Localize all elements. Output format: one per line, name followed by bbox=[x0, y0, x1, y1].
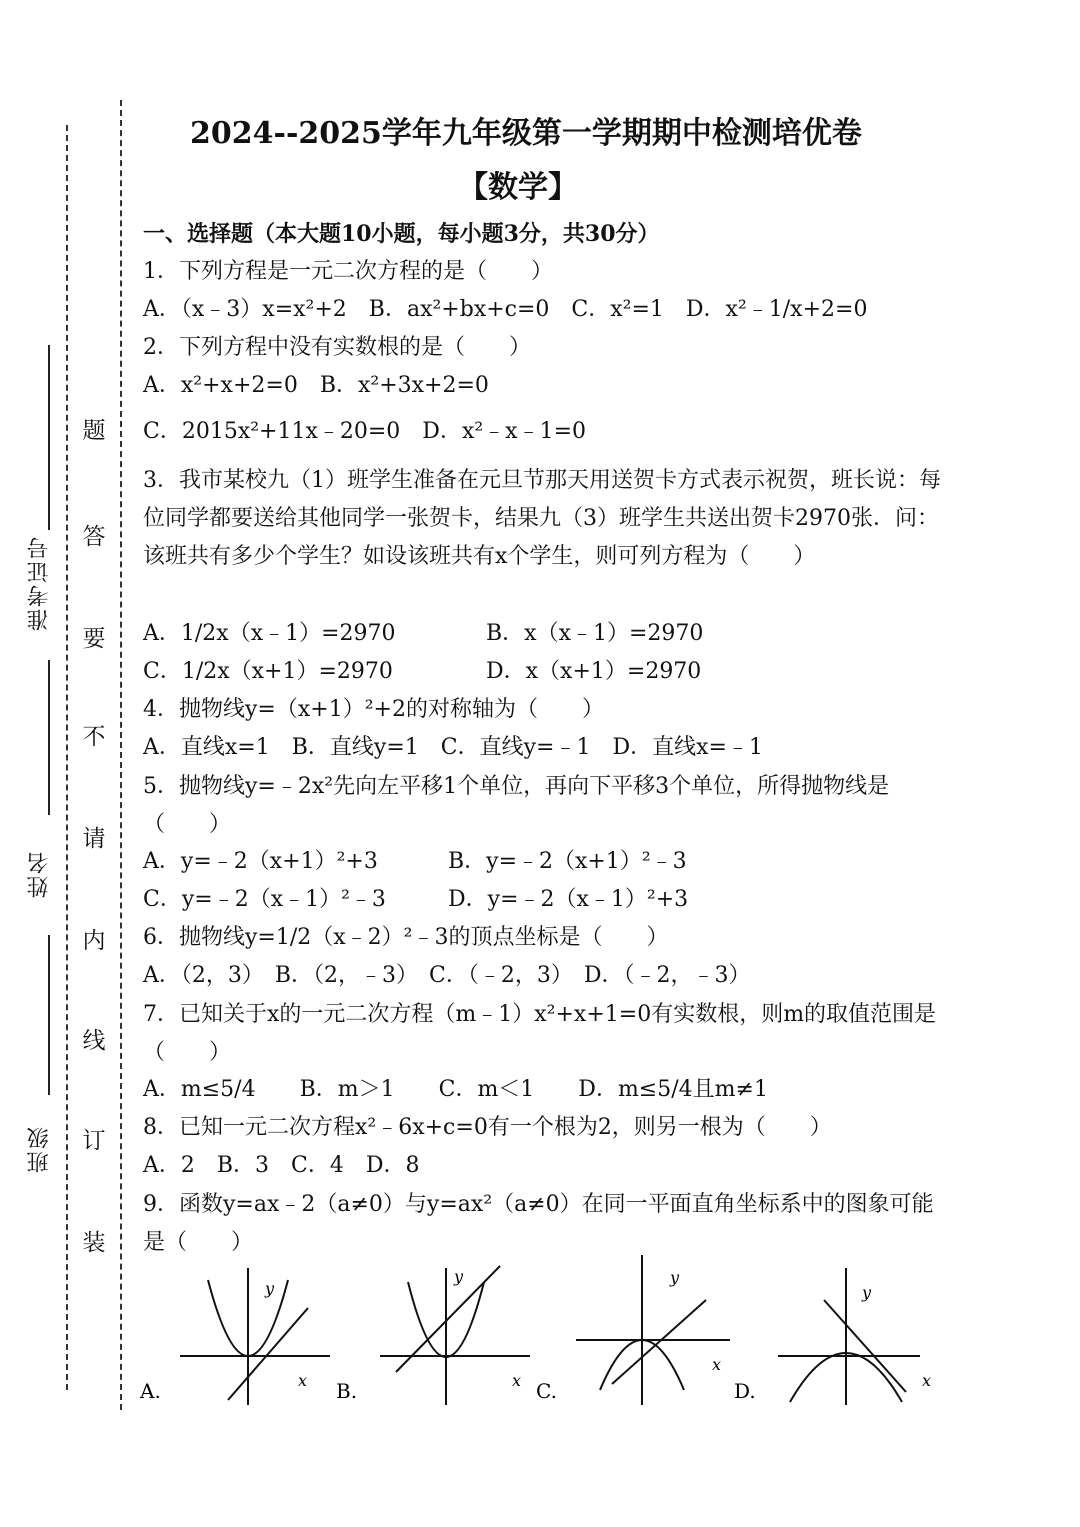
graph-label-d: D. bbox=[734, 1379, 756, 1403]
binding-margin bbox=[0, 0, 130, 1527]
graph-label-b: B. bbox=[336, 1379, 358, 1403]
graph-label-c: C. bbox=[536, 1379, 557, 1403]
seal-char: 答 bbox=[82, 524, 106, 550]
axis-y-label: y bbox=[670, 1268, 680, 1287]
seal-char: 线 bbox=[82, 1028, 106, 1054]
axis-x-label: x bbox=[298, 1371, 308, 1390]
name-blank bbox=[48, 935, 50, 1095]
question-3-option-c: C．1/2x（x+1）=2970 bbox=[143, 659, 393, 684]
question-8-stem: 8．已知一元二次方程x²﹣6x+c=0有一个根为2，则另一根为（ ） bbox=[143, 1115, 832, 1140]
axis-x-label: x bbox=[512, 1371, 522, 1390]
seal-char: 装 bbox=[82, 1230, 106, 1256]
line bbox=[612, 1300, 706, 1384]
graph-d bbox=[778, 1268, 920, 1405]
question-6-options: A．（2，3） B．（2，﹣3） C．（﹣2，3） D．（﹣2，﹣3） bbox=[143, 963, 751, 988]
graph-c bbox=[576, 1255, 730, 1405]
question-4-options: A．直线x=1 B．直线y=1 C．直线y=﹣1 D．直线x=﹣1 bbox=[143, 735, 763, 760]
question-5-option-b: B．y=﹣2（x+1）²﹣3 bbox=[448, 849, 687, 874]
question-9-stem: 9．函数y=ax﹣2（a≠0）与y=ax²（a≠0）在同一平面直角坐标系中的图象可能是（ ） bbox=[143, 1192, 934, 1255]
section-heading: 一、选择题（本大题10小题，每小题3分，共30分） bbox=[143, 221, 660, 247]
question-7-stem: 7．已知关于x的一元二次方程（m﹣1）x²+x+1=0有实数根，则m的取值范围是（ ） bbox=[143, 1002, 937, 1065]
question-2-options-ab: A．x²+x+2=0 B．x²+3x+2=0 bbox=[143, 373, 489, 398]
question-5-option-a: A．y=﹣2（x+1）²+3 bbox=[143, 849, 378, 874]
question-1-stem: 1．下列方程是一元二次方程的是（ ） bbox=[143, 259, 553, 284]
axis-y-label: y bbox=[454, 1267, 464, 1286]
exam-number-blank bbox=[48, 345, 50, 530]
seal-char: 要 bbox=[82, 626, 106, 652]
axis-x-label: x bbox=[712, 1355, 722, 1374]
axis-y-label: y bbox=[265, 1279, 275, 1298]
question-3-option-a: A．1/2x（x﹣1）=2970 bbox=[143, 621, 396, 646]
seal-char: 不 bbox=[82, 724, 106, 750]
question-4-stem: 4．抛物线y=（x+1）²+2的对称轴为（ ） bbox=[143, 697, 604, 722]
question-2-options-cd: C．2015x²+11x﹣20=0 D．x²﹣x﹣1=0 bbox=[143, 419, 587, 444]
axis-x-label: x bbox=[922, 1371, 932, 1390]
question-5-option-d: D．y=﹣2（x﹣1）²+3 bbox=[448, 887, 689, 912]
graph-b bbox=[380, 1266, 530, 1405]
question-3-option-b: B．x（x﹣1）=2970 bbox=[486, 621, 704, 646]
question-1-options: A．（x﹣3）x=x²+2 B．ax²+bx+c=0 C．x²=1 D．x²﹣1/x+2=0 bbox=[143, 297, 868, 322]
seal-char: 题 bbox=[82, 418, 106, 444]
question-3-option-d: D．x（x+1）=2970 bbox=[486, 659, 702, 684]
seal-char: 请 bbox=[82, 826, 106, 852]
question-7-options: A．m≤5/4 B．m＞1 C．m＜1 D．m≤5/4且m≠1 bbox=[143, 1077, 768, 1102]
exam-subject: 【数学】 bbox=[458, 170, 578, 205]
binding-dash-line-outer bbox=[66, 125, 68, 1390]
exam-title: 2024--2025学年九年级第一学期期中检测培优卷 bbox=[190, 116, 862, 151]
question-9-graphs bbox=[130, 1250, 950, 1420]
seal-char: 订 bbox=[82, 1128, 106, 1154]
axis-y-label: y bbox=[862, 1283, 872, 1302]
question-8-options: A．2 B．3 C．4 D．8 bbox=[143, 1153, 420, 1178]
class-label: 班级 bbox=[27, 1125, 52, 1173]
seal-char: 内 bbox=[82, 928, 106, 954]
question-3-stem: 3．我市某校九（1）班学生准备在元旦节那天用送贺卡方式表示祝贺，班长说：每位同学都要送给其他同学一张贺卡，结果九（3）班学生共送出贺卡2970张．问：该班共有多少个学生？如设该班共有x个学生，则可列方程为（ ） bbox=[143, 468, 941, 569]
question-5-stem: 5．抛物线y=﹣2x²先向左平移1个单位，再向下平移3个单位，所得抛物线是（ ） bbox=[143, 774, 890, 837]
question-6-stem: 6．抛物线y=1/2（x﹣2）²﹣3的顶点坐标是（ ） bbox=[143, 925, 669, 950]
question-5-option-c: C．y=﹣2（x﹣1）²﹣3 bbox=[143, 887, 386, 912]
graph-a bbox=[180, 1268, 330, 1405]
line bbox=[824, 1300, 906, 1392]
exam-number-blank-2 bbox=[48, 660, 50, 815]
name-label: 姓名 bbox=[27, 850, 52, 898]
graph-label-a: A. bbox=[140, 1379, 161, 1403]
exam-number-label: 准考证号 bbox=[27, 535, 52, 631]
question-2-stem: 2．下列方程中没有实数根的是（ ） bbox=[143, 335, 531, 360]
binding-dash-line-inner bbox=[120, 100, 122, 1410]
